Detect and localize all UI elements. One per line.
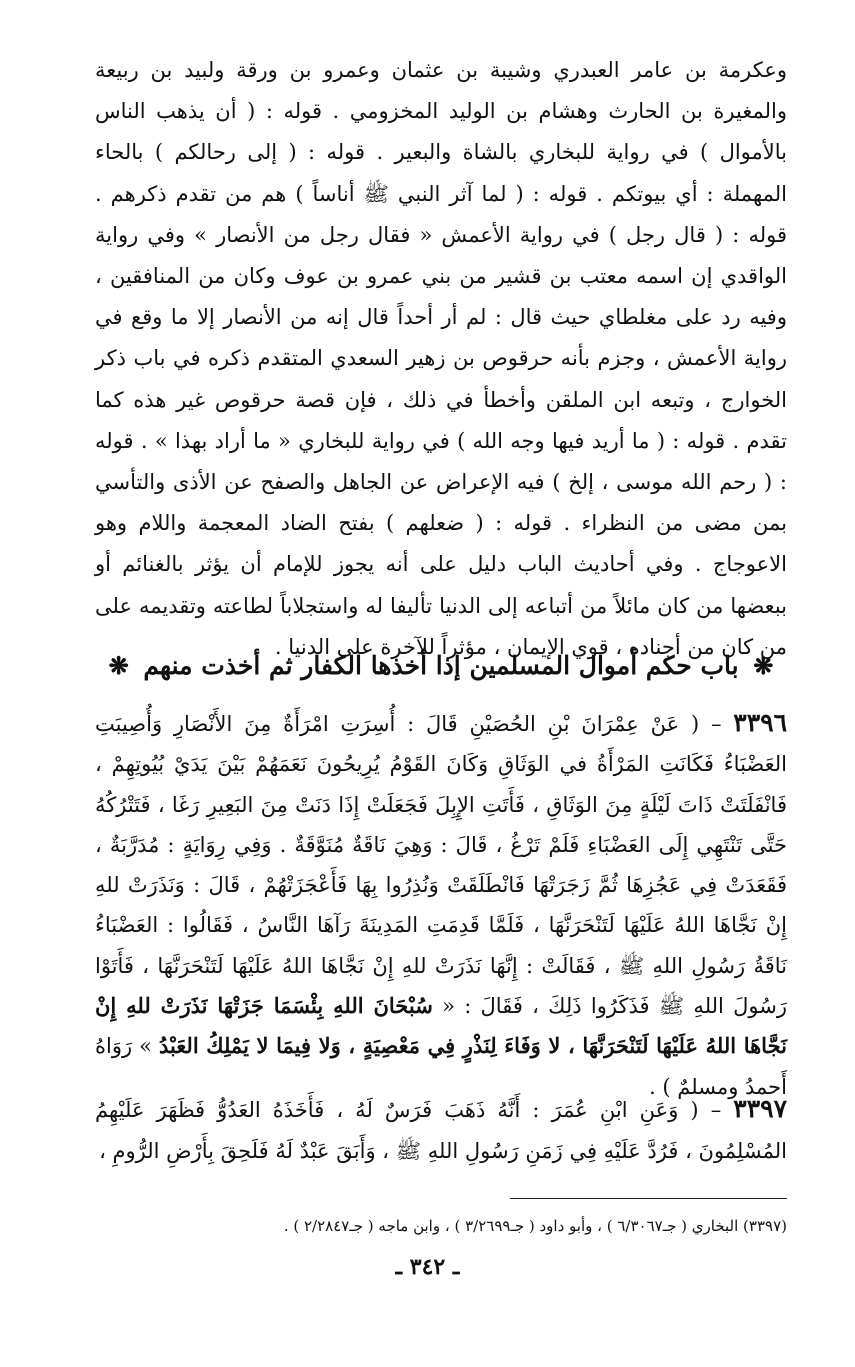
hadith-3397 — [95, 1088, 787, 1172]
hadith-prophetic-saying: سُبْحَانَ اللهِ بِئْسَمَا جَزَتْهَا نَذَرَتْ للهِ إِنْ نَجَّاهَا اللهُ عَلَيْهَا لَتَنْحَرَنَّهَا ، لا وَفَاءَ لِنَذْرٍ فِي مَعْصِيَةٍ ، وَلا فِيمَا لا يَمْلِكُ العَبْدُ — [95, 993, 787, 1059]
hadith-number: ٣٣٩٧ — [733, 1094, 787, 1123]
hadith-text: – ( عَنْ عِمْرَانَ بْنِ الحُصَيْنِ قَالَ : أُسِرَتِ امْرَأَةٌ مِنَ الأَنْصَارِ وَأُصِيبَتِ العَضْبَاءُ فَكَانَتِ المَرْأَةُ في الوَثَاقِ وَكَانَ القَوْمُ يُرِيحُونَ نَعَمَهُمْ بَيْنَ يَدَيْ بُيُوتِهِمْ ، فَانْفَلَتَتْ ذَاتَ لَيْلَةٍ مِنَ الوَثَاقِ ، فَأَتَتِ الإِبِلَ فَجَعَلَتْ إِذَا دَنَتْ مِنَ البَعِيرِ رَغَا ، فَتَتْرُكُهُ حَتَّى تَنْتَهِي إِلَى العَضْبَاءِ فَلَمْ تَرْغُ ، قَالَ : وَهِيَ نَاقَةٌ مُنَوَّقَةٌ . وَفِي رِوَايَةٍ : مُدَرَّبَةٌ ، فَقَعَدَتْ فِي عَجُزِهَا ثُمَّ زَجَرَتْهَا فَانْطَلَقَتْ وَنُذِرُوا بِهَا فَأَعْجَزَتْهُمْ ، قَالَ : وَنَذَرَتْ للهِ إِنْ نَجَّاهَا اللهُ عَلَيْهَا لَتَنْحَرَنَّهَا ، فَلَمَّا قَدِمَتِ المَدِينَةَ رَآهَا النَّاسُ ، فَقَالُوا : العَضْبَاءُ نَاقَةُ رَسُولِ اللهِ ﷺ ، فَقَالَتْ : إِنَّهَا نَذَرَتْ للهِ إِنْ نَجَّاهَا اللهُ عَلَيْهَا لَتَنْحَرَنَّهَا ، فَأَتَوْا رَسُولَ اللهِ ﷺ فَذَكَرُوا ذَلِكَ ، فَقَالَ : « — [95, 712, 787, 1019]
star-ornament-icon: ❋ — [753, 651, 774, 680]
star-ornament-icon: ❋ — [108, 651, 129, 680]
commentary-text: وعكرمة بن عامر العبدري وشيبة بن عثمان وعمرو بن ورقة ولبيد بن ربيعة والمغيرة بن الحارث وهشام بن الوليد المخزومي . قوله : ( أن يذهب الناس بالأموال ) في رواية للبخاري بالشاة والبعير . قوله : ( إلى رحالكم ) بالحاء المهملة : أي بيوتكم . قوله : ( لما آثر النبي ﷺ أناساً ) هم من تقدم ذكرهم . قوله : ( قال رجل ) في رواية الأعمش « فقال رجل من الأنصار » وفي رواية الواقدي إن اسمه معتب بن قشير من بني عمرو بن عوف وكان من المنافقين ، وفيه رد على مغلطاي حيث قال : لم أر أحداً قال إنه من الأنصار إلا ما وقع في رواية الأعمش ، وجزم بأنه حرقوص بن زهير السعدي المتقدم ذكره في باب ذكر الخوارج ، وتبعه ابن الملقن وأخطأ في ذلك ، فإن قصة حرقوص غير هذه كما تقدم . قوله : ( ما أريد فيها وجه الله ) في رواية للبخاري « ما أراد بهذا » . قوله : ( رحم الله موسى ، إلخ ) فيه الإعراض عن الجاهل والصفح عن الأذى والتأسي بمن مضى من النظراء . قوله : ( ضعلهم ) بفتح الضاد المعجمة واللام وهو الاعوجاج . وفي أحاديث الباب دليل على أنه يجوز للإمام أن يؤثر بالغنائم أو ببعضها من كان مائلاً من أتباعه إلى الدنيا تأليفا له واستجلاباً لطاعته وتقديمه على من كان من أجناده ، قوي الإيمان ، مؤثراً للآخرة على الدنيا . — [95, 58, 787, 659]
hadith-number: ٣٣٩٦ — [733, 708, 787, 737]
chapter-title: باب حكم أموال المسلمين إذا أخذها الكفار ثم أخذت منهم — [143, 651, 739, 680]
commentary-paragraph — [95, 50, 787, 668]
page-number: ـ ٣٤٢ ـ — [395, 1254, 460, 1280]
hadith-3396 — [95, 703, 787, 1107]
hadith-text: – ( وَعَنِ ابْنِ عُمَرَ : أَنَّهُ ذَهَبَ فَرَسٌ لَهُ ، فَأَخَذَهُ العَدُوُّ فَظَهَرَ عَلَيْهِمُ المُسْلِمُونَ ، فَرُدَّ عَلَيْهِ فِي زَمَنِ رَسُولِ اللهِ ﷺ ، وَأَبَقَ عَبْدٌ لَهُ فَلَحِقَ بِأَرْضِ الرُّومِ ، — [95, 1098, 787, 1163]
footnote-divider — [510, 1198, 787, 1199]
chapter-heading — [95, 640, 787, 692]
hadith-text-end: » رَوَاهُ أَحمدُ ومسلمٌ ) . — [95, 1034, 787, 1099]
footnote: (٣٣٩٧) البخاري ( جـ٦/٣٠٦٧ ) ، وأبو داود ( جـ٣/٢٦٩٩ ) ، وابن ماجه ( جـ٢/٢٨٤٧ ) . — [283, 1217, 787, 1235]
